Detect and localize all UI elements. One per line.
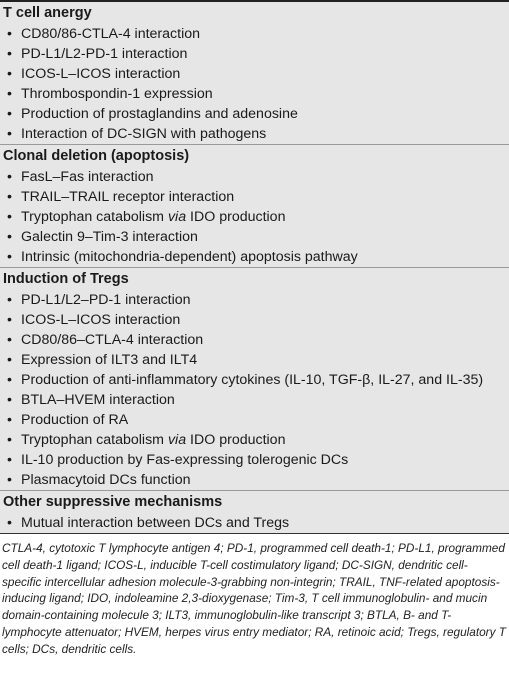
- list-item: [0, 410, 509, 430]
- list-item: [0, 513, 509, 533]
- bullet-icon: •: [7, 432, 12, 448]
- list-item: [0, 227, 509, 247]
- item-text: Mutual interaction between DCs and Tregs: [21, 515, 290, 531]
- item-text: Expression of ILT3 and ILT4: [21, 352, 198, 368]
- list-item: [0, 24, 509, 44]
- item-text: Tryptophan catabolism: [21, 432, 168, 448]
- list-item: [0, 207, 509, 227]
- bullet-icon: •: [7, 472, 12, 488]
- list-item: [0, 310, 509, 330]
- bullet-icon: •: [7, 352, 12, 368]
- bullet-icon: •: [7, 46, 12, 62]
- bullet-icon: •: [7, 169, 12, 185]
- section-header: Induction of Tregs: [0, 268, 509, 290]
- bullet-icon: •: [7, 26, 12, 42]
- item-text: ICOS-L–ICOS interaction: [21, 312, 181, 328]
- bullet-icon: •: [7, 515, 12, 531]
- table-body: [0, 2, 509, 533]
- list-item: [0, 44, 509, 64]
- item-text: Tryptophan catabolism: [21, 209, 168, 225]
- item-text: Interaction of DC-SIGN with pathogens: [21, 126, 267, 142]
- item-text-italic: via: [167, 209, 187, 225]
- list-item: [0, 330, 509, 350]
- bullet-icon: •: [7, 66, 12, 82]
- section-header: T cell anergy: [0, 2, 509, 24]
- item-text: CD80/86-CTLA-4 interaction: [21, 26, 200, 42]
- bullet-icon: •: [7, 249, 12, 265]
- item-text: TRAIL–TRAIL receptor interaction: [21, 189, 235, 205]
- item-text: Galectin 9–Tim-3 interaction: [21, 229, 198, 245]
- list-item: [0, 350, 509, 370]
- list-item: [0, 390, 509, 410]
- bullet-icon: •: [7, 126, 12, 142]
- item-text: Production of prostaglandins and adenosine: [21, 106, 298, 122]
- item-text: FasL–Fas interaction: [21, 169, 154, 185]
- section-header: Clonal deletion (apoptosis): [0, 145, 509, 167]
- list-item: [0, 370, 509, 390]
- item-text: Intrinsic (mitochondria-dependent) apoptosis pathway: [21, 249, 358, 265]
- item-text: CD80/86–CTLA-4 interaction: [21, 332, 204, 348]
- item-text: Production of anti-inflammatory cytokines (IL-10, TGF-β, IL-27, and IL-35): [21, 372, 484, 388]
- list-item: [0, 84, 509, 104]
- list-item: [0, 450, 509, 470]
- item-text: Plasmacytoid DCs function: [21, 472, 191, 488]
- list-item: [0, 187, 509, 207]
- bullet-icon: •: [7, 372, 12, 388]
- bullet-icon: •: [7, 209, 12, 225]
- item-text: ICOS-L–ICOS interaction: [21, 66, 181, 82]
- item-text: Thrombospondin-1 expression: [21, 86, 213, 102]
- item-text: PD-L1/L2–PD-1 interaction: [21, 292, 191, 308]
- list-item: [0, 430, 509, 450]
- item-text-italic: via: [167, 432, 187, 448]
- list-item: [0, 167, 509, 187]
- item-text: Production of RA: [21, 412, 129, 428]
- bullet-icon: •: [7, 392, 12, 408]
- bullet-icon: •: [7, 412, 12, 428]
- list-item: [0, 247, 509, 267]
- table-footnote: CTLA-4, cytotoxic T lymphocyte antigen 4; PD-1, programmed cell death-1; PD-L1, programmed cell death-1 ligand; ICOS-L, inducible T-cell costimulatory ligand; DC-SIGN, dendritic cell-specific intercellular adhesion molecule-3-grabbing non-integrin; TRAIL, TNF-related apoptosis-inducing ligand; IDO, indoleamine 2,3-dioxygenase; Tim-3, T cell immunoglobulin- and mucin domain-containing molecule 3; ILT3, immunoglobulin-like transcript 3; BTLA, B- and T-lymphocyte attenuator; HVEM, herpes virus entry mediator; RA, retinoic acid; Tregs, regulatory T cells; DCs, dendritic cells.: [2, 541, 506, 656]
- bullet-icon: •: [7, 229, 12, 245]
- bullet-icon: •: [7, 106, 12, 122]
- bullet-icon: •: [7, 332, 12, 348]
- bullet-icon: •: [7, 452, 12, 468]
- section-header: Other suppressive mechanisms: [0, 491, 509, 513]
- item-text-suffix: IDO production: [186, 432, 286, 448]
- list-item: [0, 290, 509, 310]
- bullet-icon: •: [7, 312, 12, 328]
- item-text-suffix: IDO production: [186, 209, 286, 225]
- bullet-icon: •: [7, 189, 12, 205]
- list-item: [0, 124, 509, 144]
- list-item: [0, 470, 509, 490]
- list-item: [0, 104, 509, 124]
- item-text: IL-10 production by Fas-expressing tolerogenic DCs: [21, 452, 349, 468]
- bullet-icon: •: [7, 292, 12, 308]
- item-text: BTLA–HVEM interaction: [21, 392, 175, 408]
- list-item: [0, 64, 509, 84]
- item-text: PD-L1/L2-PD-1 interaction: [21, 46, 188, 62]
- bullet-icon: •: [7, 86, 12, 102]
